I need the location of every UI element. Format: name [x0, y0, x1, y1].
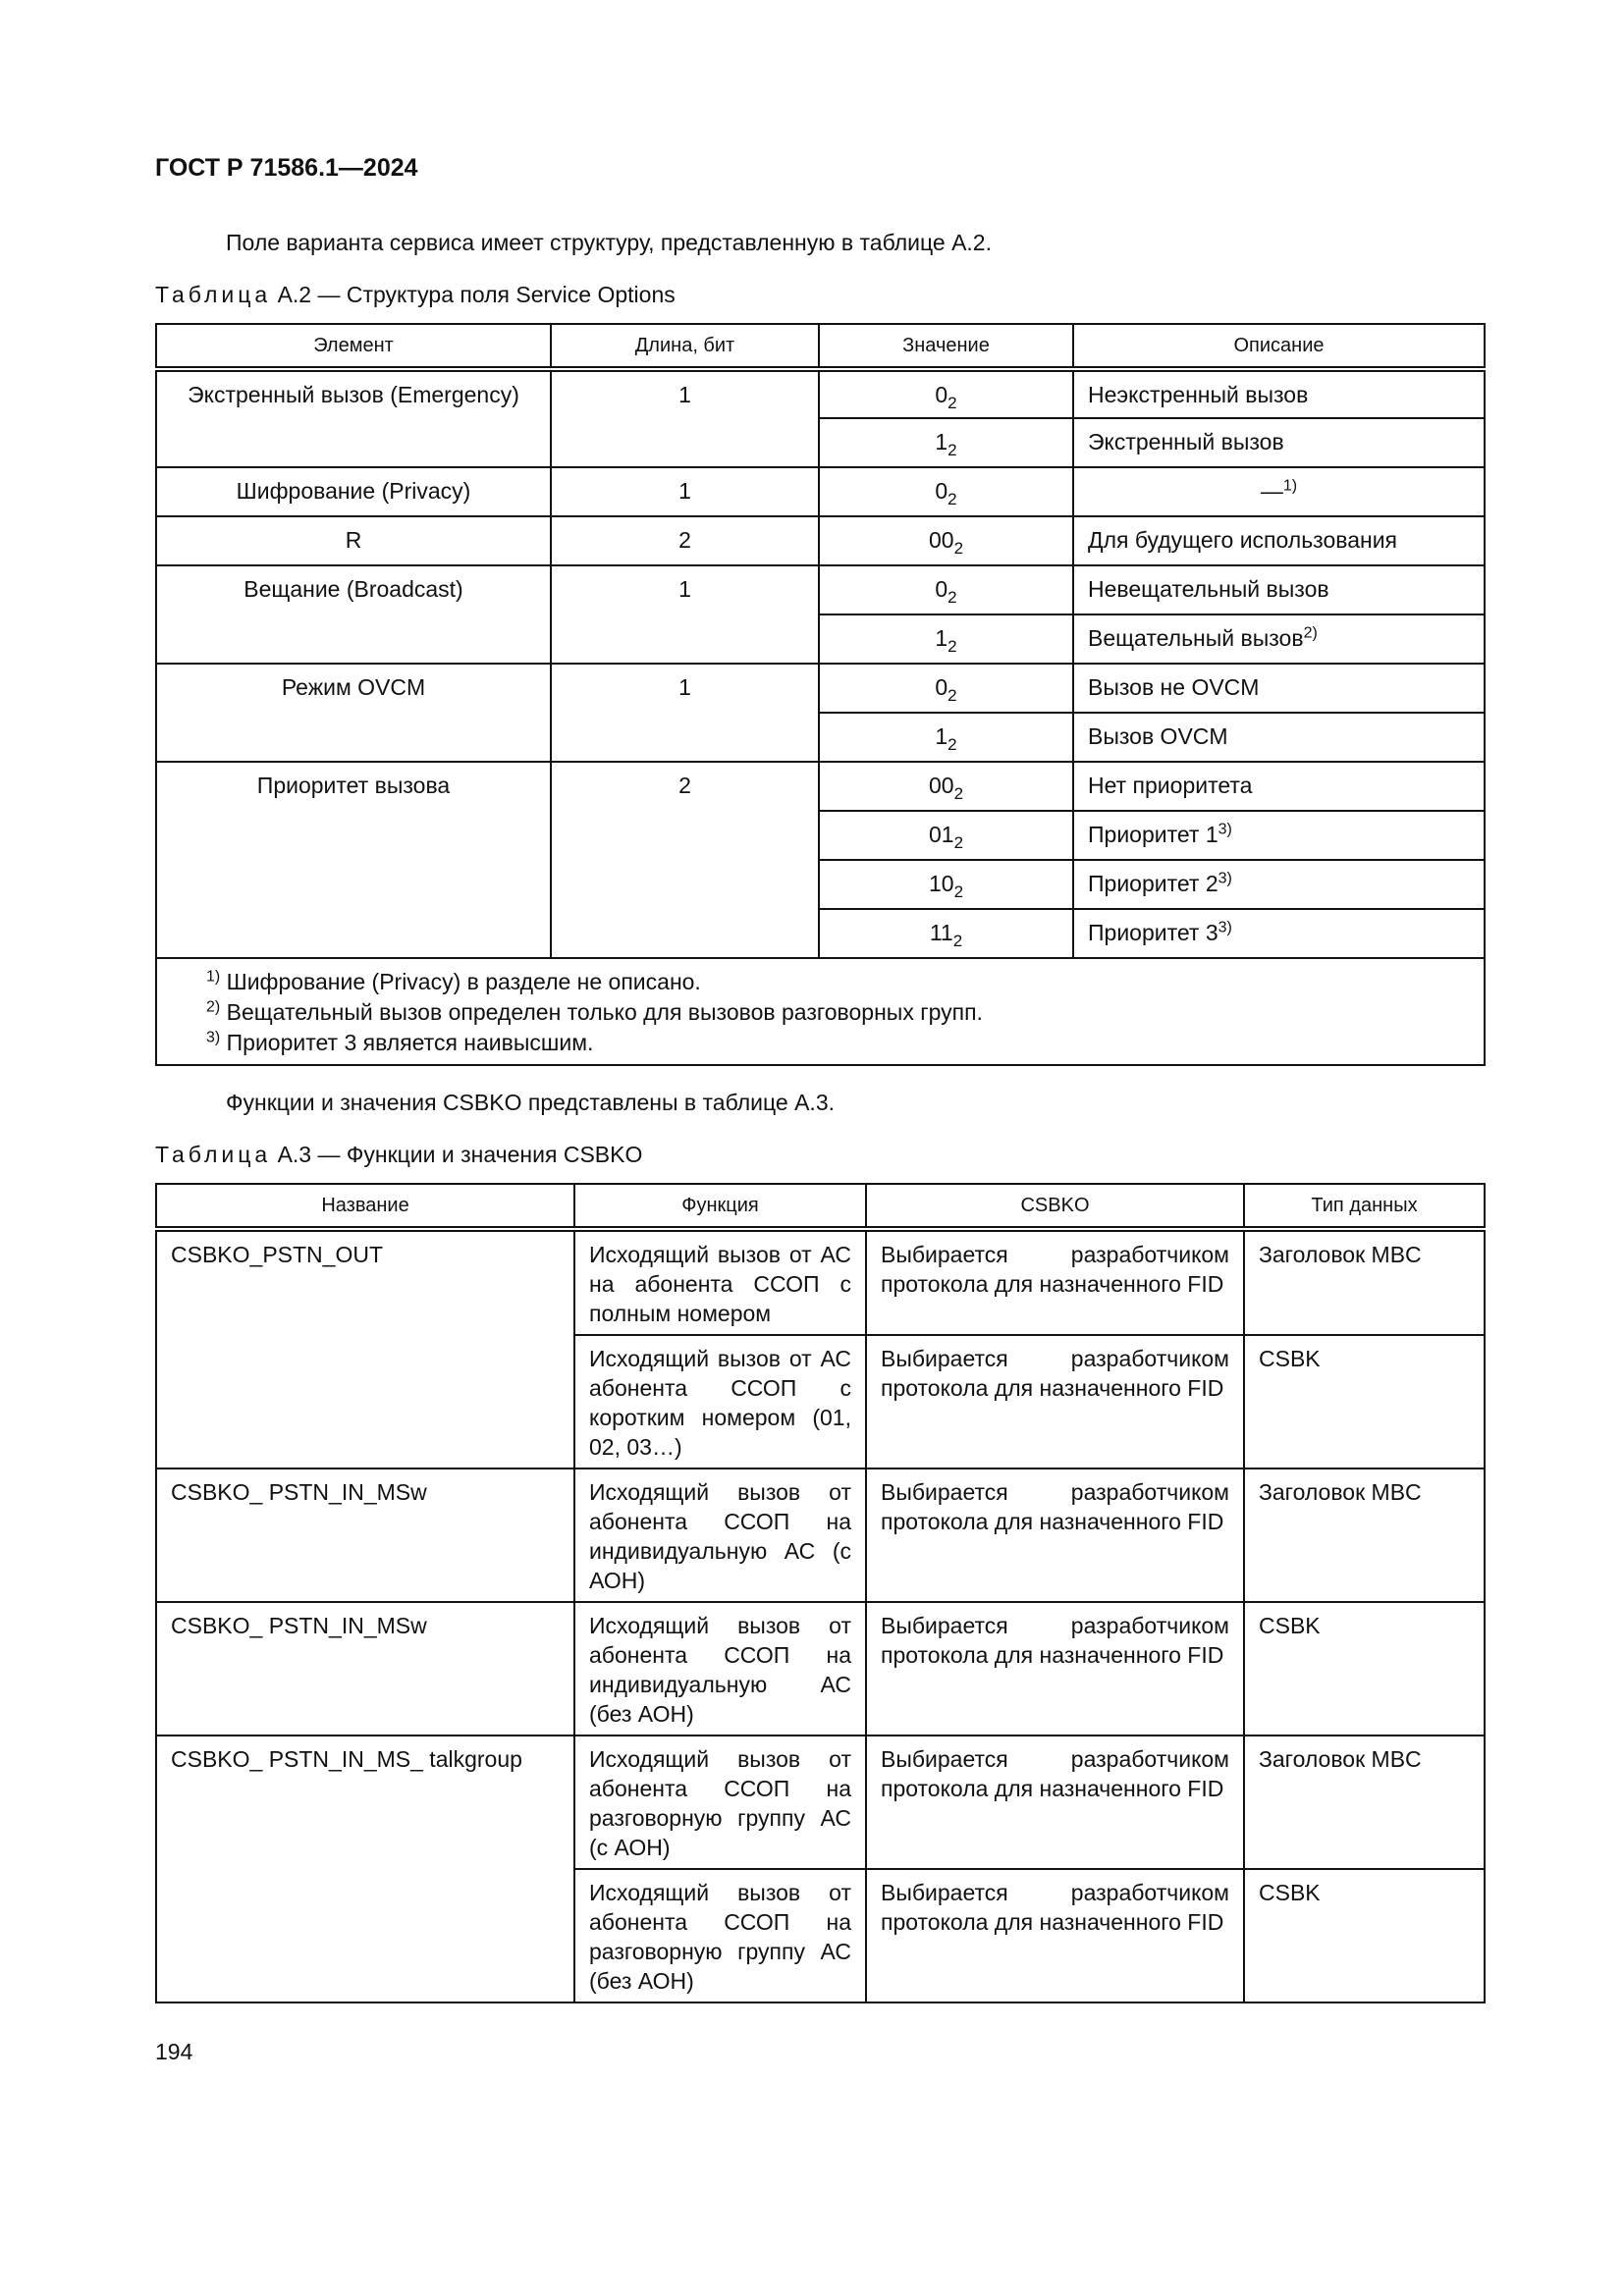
description-cell	[1073, 369, 1485, 418]
data-type-cell: CSBK	[1244, 1869, 1485, 2002]
description-cell	[1073, 762, 1485, 811]
value-base: 2	[947, 588, 957, 607]
footnotes-row	[156, 958, 1485, 1065]
data-type-cell: Заголовок MBC	[1244, 1468, 1485, 1602]
csbko-cell: Выбирается разработчиком протокола для назначенного FID	[866, 1735, 1244, 1869]
value: 0	[935, 576, 948, 602]
footnote	[206, 1028, 1470, 1058]
description: Экстренный вызов	[1088, 429, 1284, 454]
element-cell: Приоритет вызова	[156, 762, 551, 958]
value-cell	[819, 467, 1073, 516]
name-cell: CSBKO_PSTN_OUT	[156, 1229, 574, 1468]
description-cell	[1073, 713, 1485, 762]
function-cell: Исходящий вызов от абонента ССОП на индивидуальную АС (без АОН)	[574, 1602, 866, 1735]
column-header: Тип данных	[1244, 1184, 1485, 1229]
value-cell	[819, 369, 1073, 418]
csbko-cell: Выбирается разработчиком протокола для назначенного FID	[866, 1869, 1244, 2002]
header-row	[156, 1184, 1485, 1229]
data-type-cell: Заголовок MBC	[1244, 1229, 1485, 1335]
paragraph: Поле варианта сервиса имеет структуру, представленную в таблице А.2.	[226, 230, 992, 255]
footnote-text: Шифрование (Privacy) в разделе не описано.	[226, 969, 701, 994]
table-row	[156, 1735, 1485, 1869]
table-caption-a2	[155, 280, 1484, 309]
footnote-text: Приоритет 3 является наивысшим.	[226, 1030, 594, 1055]
header-row	[156, 324, 1485, 369]
value-base: 2	[947, 394, 957, 412]
description: Приоритет 2	[1088, 871, 1218, 896]
value-base: 2	[947, 735, 957, 754]
description: Приоритет 1	[1088, 822, 1218, 847]
element-cell: Режим OVCM	[156, 664, 551, 762]
length-cell: 2	[551, 516, 819, 565]
value: 0	[935, 382, 948, 407]
footnotes-cell	[156, 958, 1485, 1065]
value: 1	[935, 429, 948, 454]
length-cell: 1	[551, 565, 819, 664]
description: Вызов не OVCM	[1088, 674, 1260, 700]
length-cell: 2	[551, 762, 819, 958]
data-type-cell: CSBK	[1244, 1602, 1485, 1735]
footnote	[206, 997, 1470, 1028]
value-base: 2	[947, 441, 957, 459]
description: Невещательный вызов	[1088, 576, 1329, 602]
csbko-cell: Выбирается разработчиком протокола для назначенного FID	[866, 1335, 1244, 1468]
column-header: Элемент	[156, 324, 551, 369]
column-header: Длина, бит	[551, 324, 819, 369]
description-cell	[1073, 664, 1485, 713]
description: Нет приоритета	[1088, 773, 1253, 798]
length-cell: 1	[551, 467, 819, 516]
footnote-ref: 2)	[1303, 624, 1318, 642]
csbko-cell: Выбирается разработчиком протокола для назначенного FID	[866, 1602, 1244, 1735]
function-cell: Исходящий вызов от абонента ССОП на разговорную группу АС (без АОН)	[574, 1869, 866, 2002]
element-cell: Экстренный вызов (Emergency)	[156, 369, 551, 467]
footnote-mark: 2)	[206, 998, 221, 1016]
footnote-ref: 3)	[1218, 821, 1232, 838]
value: 1	[935, 625, 948, 651]
value-cell	[819, 762, 1073, 811]
data-type-cell: CSBK	[1244, 1335, 1485, 1468]
value-base: 2	[953, 882, 964, 901]
table-row	[156, 1468, 1485, 1602]
value-base: 2	[947, 637, 957, 656]
element-cell: Вещание (Broadcast)	[156, 565, 551, 664]
description-cell	[1073, 811, 1485, 860]
value: 10	[928, 871, 954, 896]
csbko-cell: Выбирается разработчиком протокола для назначенного FID	[866, 1468, 1244, 1602]
table-row	[156, 369, 1485, 418]
table-a3	[155, 1183, 1486, 2003]
description: —	[1260, 478, 1283, 504]
description-cell	[1073, 516, 1485, 565]
column-header: Функция	[574, 1184, 866, 1229]
caption-prefix: Таблица	[155, 1142, 272, 1167]
value: 00	[928, 773, 954, 798]
value-cell	[819, 811, 1073, 860]
description-cell	[1073, 418, 1485, 467]
footnote-text: Вещательный вызов определен только для вызовов разговорных групп.	[226, 999, 983, 1025]
table-row	[156, 467, 1485, 516]
description-cell	[1073, 614, 1485, 664]
table-row	[156, 565, 1485, 614]
table-row	[156, 516, 1485, 565]
caption-prefix: Таблица	[155, 282, 272, 307]
description: Приоритет 3	[1088, 920, 1218, 945]
description: Вещательный вызов	[1088, 625, 1304, 651]
page-number: 194	[155, 2039, 193, 2064]
value-cell	[819, 860, 1073, 909]
value: 00	[928, 527, 954, 553]
function-cell: Исходящий вызов от абонента ССОП на разговорную группу АС (с АОН)	[574, 1735, 866, 1869]
footnote-mark: 1)	[206, 968, 221, 986]
function-cell: Исходящий вызов от абонента ССОП на индивидуальную АС (с АОН)	[574, 1468, 866, 1602]
footnote-mark: 3)	[206, 1029, 221, 1046]
footnote	[206, 967, 1470, 997]
function-cell: Исходящий вызов от АС абонента ССОП с коротким номером (01, 02, 03…)	[574, 1335, 866, 1468]
value: 01	[928, 822, 954, 847]
value-base: 2	[953, 784, 964, 803]
value-cell	[819, 713, 1073, 762]
column-header: CSBKO	[866, 1184, 1244, 1229]
name-cell: CSBKO_ PSTN_IN_MSw	[156, 1602, 574, 1735]
value-base: 2	[953, 539, 964, 558]
value-base: 2	[947, 490, 957, 508]
description: Для будущего использования	[1088, 527, 1398, 553]
value-cell	[819, 614, 1073, 664]
length-cell: 1	[551, 369, 819, 467]
caption-text: А.2 — Структура поля Service Options	[277, 282, 676, 307]
length-cell: 1	[551, 664, 819, 762]
footnote-ref: 3)	[1218, 870, 1232, 887]
paragraph: Функции и значения CSBKO представлены в таблице А.3.	[226, 1090, 836, 1115]
value-cell	[819, 909, 1073, 958]
description-cell	[1073, 909, 1485, 958]
table-row	[156, 1229, 1485, 1335]
description: Вызов OVCM	[1088, 723, 1228, 749]
name-cell: CSBKO_ PSTN_IN_MSw	[156, 1468, 574, 1602]
footnote-ref: 1)	[1282, 477, 1298, 495]
name-cell: CSBKO_ PSTN_IN_MS_ talkgroup	[156, 1735, 574, 2002]
data-type-cell: Заголовок MBC	[1244, 1735, 1485, 1869]
table-a2	[155, 323, 1486, 1066]
value-cell	[819, 565, 1073, 614]
value-cell	[819, 664, 1073, 713]
table-row	[156, 664, 1485, 713]
caption-text: А.3 — Функции и значения CSBKO	[277, 1142, 643, 1167]
value: 1	[935, 723, 948, 749]
table-row	[156, 1602, 1485, 1735]
column-header: Значение	[819, 324, 1073, 369]
description-cell	[1073, 860, 1485, 909]
table-caption-a3	[155, 1140, 1484, 1169]
value: 0	[935, 674, 948, 700]
value-cell	[819, 418, 1073, 467]
function-cell: Исходящий вызов от АС на абонента ССОП с полным номером	[574, 1229, 866, 1335]
table-row	[156, 762, 1485, 811]
description-cell	[1073, 565, 1485, 614]
document-title: ГОСТ Р 71586.1—2024	[155, 154, 418, 182]
value-base: 2	[947, 686, 957, 705]
value-base: 2	[952, 932, 963, 950]
element-cell: R	[156, 516, 551, 565]
page-content	[155, 153, 1484, 2066]
value-base: 2	[953, 833, 964, 852]
csbko-cell: Выбирается разработчиком протокола для назначенного FID	[866, 1229, 1244, 1335]
element-cell: Шифрование (Privacy)	[156, 467, 551, 516]
column-header: Название	[156, 1184, 574, 1229]
description: Неэкстренный вызов	[1088, 382, 1309, 407]
value: 0	[935, 478, 948, 504]
value: 11	[929, 920, 953, 945]
footnote-ref: 3)	[1218, 919, 1232, 936]
description-cell	[1073, 467, 1485, 516]
value-cell	[819, 516, 1073, 565]
column-header: Описание	[1073, 324, 1485, 369]
